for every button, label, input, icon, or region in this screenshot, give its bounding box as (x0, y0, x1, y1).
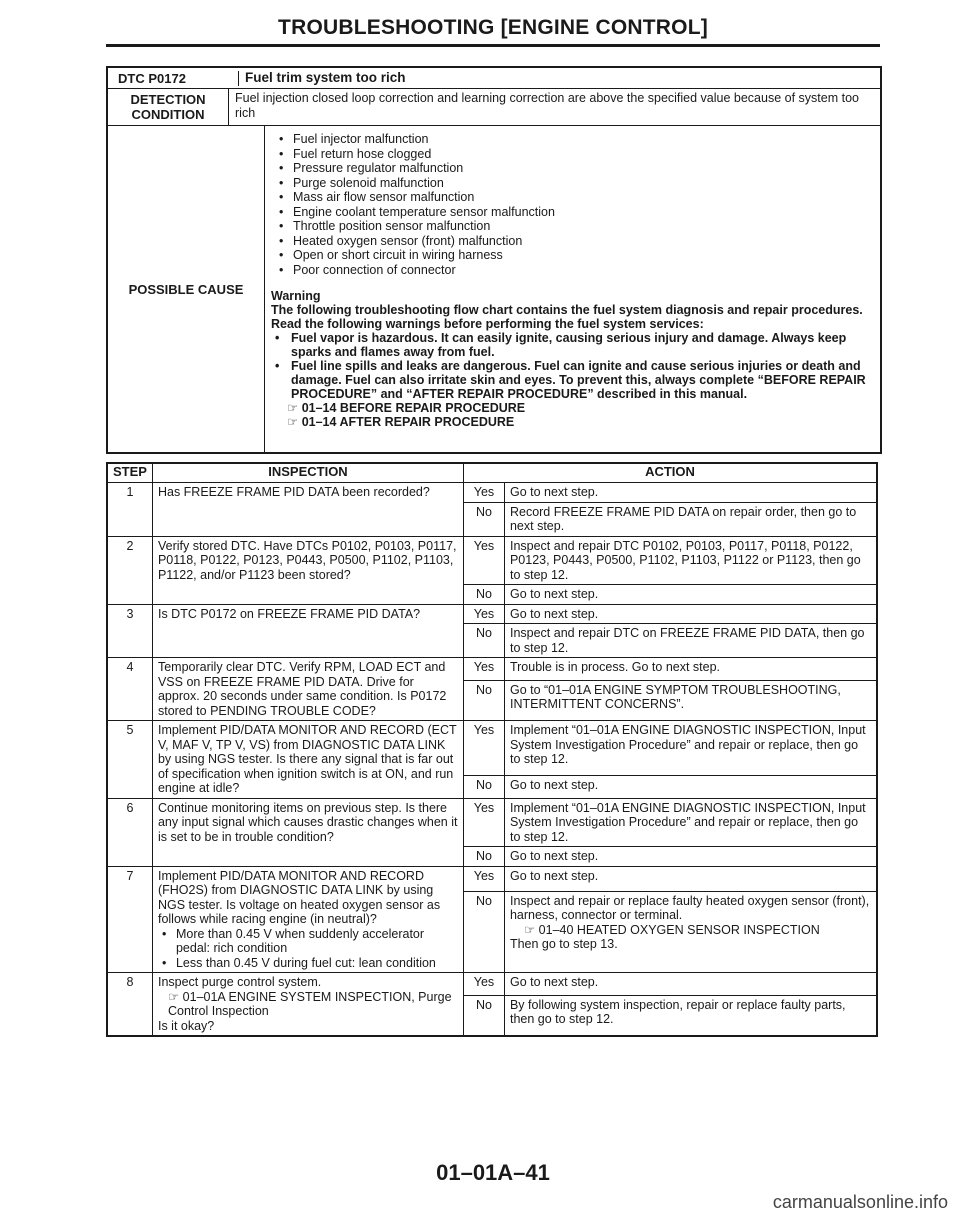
cause-item: • Pressure regulator malfunction (285, 161, 874, 176)
step-number: 3 (107, 604, 152, 658)
step-inspection (152, 973, 463, 1037)
yes-action: Go to next step. (504, 604, 877, 624)
cause-item: • Engine coolant temperature sensor malfunction (285, 205, 874, 220)
no-action-text: Record FREEZE FRAME PID DATA on repair order, then go to next step. (509, 504, 857, 533)
warning-item: • Fuel vapor is hazardous. It can easily ignite, causing serious injury and damage. Always keep sparks and flames away from fuel. (287, 331, 874, 359)
yes-label: Yes (463, 604, 504, 624)
dtc-info-table (106, 66, 882, 454)
header-action: ACTION (463, 463, 877, 483)
reference-arrow-icon: ☞ (287, 415, 299, 429)
no-action-text: Go to “01–01A ENGINE SYMPTOM TROUBLESHOOTING, INTERMITTENT CONCERNS”. (509, 682, 841, 712)
no-action (504, 624, 877, 658)
no-label: No (463, 624, 504, 658)
steps-header-row (107, 463, 877, 483)
step-number: 6 (107, 798, 152, 866)
no-action-text: Go to next step. (509, 849, 599, 863)
table-row (107, 798, 877, 847)
inspection-text: Implement PID/DATA MONITOR AND RECORD (ECT V, MAF V, TP V, VS) from DIAGNOSTIC DATA LINK by using NGS tester. Is there any signal that is far out of specification when ignition switch is at ON, and run engine at idle? (157, 723, 457, 795)
step-number: 2 (107, 536, 152, 604)
inspection-reference[interactable] (158, 990, 458, 1019)
step-number: 8 (107, 973, 152, 1037)
no-label: No (463, 585, 504, 605)
yes-action: Implement “01–01A ENGINE DIAGNOSTIC INSPECTION, Input System Investigation Procedure” and repair or replace, then go to step 12. (504, 798, 877, 847)
table-row (107, 483, 877, 503)
possible-cause-label: POSSIBLE CAUSE (108, 126, 265, 452)
table-row (107, 658, 877, 681)
no-action-text: Inspect and repair DTC on FREEZE FRAME PID DATA, then go to step 12. (509, 626, 865, 655)
page-number: 01–01A–41 (436, 1160, 550, 1185)
no-action (504, 502, 877, 536)
detection-row (108, 89, 880, 126)
warning-item: • Fuel line spills and leaks are dangerous. Fuel can ignite and cause serious injuries or death and damage. Fuel can also irritate skin and eyes. To prevent this, always complete “BEFORE REPAIR PROCEDURE” and “AFTER REPAIR PROCEDURE” described in this manual. (287, 359, 874, 401)
yes-label: Yes (463, 536, 504, 585)
warning-title: Warning (271, 289, 321, 303)
inspection-text: Has FREEZE FRAME PID DATA been recorded? (157, 485, 430, 499)
inspection-text: Is DTC P0172 on FREEZE FRAME PID DATA? (157, 606, 421, 621)
page-title: TROUBLESHOOTING [ENGINE CONTROL] (278, 16, 708, 39)
yes-action: Go to next step. (504, 973, 877, 996)
inspection-text: Verify stored DTC. Have DTCs P0102, P0103, P0117, P0118, P0122, P0123, P0443, P0500, P1102, P1103, P1122, and/or P1123 been stored? (157, 538, 457, 582)
no-label: No (463, 776, 504, 798)
yes-label: Yes (463, 973, 504, 996)
inspection-list (158, 927, 458, 971)
no-action-text: Go to next step. (509, 587, 599, 601)
no-label: No (463, 847, 504, 867)
no-action (504, 891, 877, 972)
step-number: 4 (107, 658, 152, 721)
no-action (504, 680, 877, 720)
yes-label: Yes (463, 866, 504, 891)
no-action (504, 776, 877, 798)
cause-item: • Poor connection of connector (285, 263, 874, 278)
detection-text: Fuel injection closed loop correction and learning correction are above the specified value because of system too rich (235, 91, 859, 120)
no-action (504, 585, 877, 605)
table-row (107, 866, 877, 891)
inspection-text: Temporarily clear DTC. Verify RPM, LOAD ECT and VSS on FREEZE FRAME PID DATA. Drive for approx. 20 seconds under same condition. Is P0172 stored to PENDING TROUBLE CODE? (157, 660, 447, 718)
ref-before[interactable] (271, 401, 874, 415)
yes-label: Yes (463, 721, 504, 776)
ref-before-text: 01–14 BEFORE REPAIR PROCEDURE (301, 401, 526, 415)
no-action (504, 995, 877, 1036)
header-rule (106, 44, 880, 47)
steps-table (106, 462, 878, 1037)
yes-action: Go to next step. (504, 866, 877, 891)
table-row (107, 604, 877, 624)
yes-action: Trouble is in process. Go to next step. (504, 658, 877, 681)
yes-label: Yes (463, 798, 504, 847)
ref-after-text: 01–14 AFTER REPAIR PROCEDURE (301, 415, 515, 429)
warning-list (271, 331, 874, 401)
step-number: 1 (107, 483, 152, 537)
no-action-text: Go to next step. (509, 778, 599, 793)
yes-label: Yes (463, 483, 504, 503)
step-inspection (152, 536, 463, 604)
table-row (107, 721, 877, 776)
table-row (107, 536, 877, 585)
dtc-title: Fuel trim system too rich (245, 69, 406, 85)
dtc-code: DTC P0172 (108, 71, 239, 86)
inspection-text: Inspect purge control system. (157, 975, 322, 989)
cause-item: • Mass air flow sensor malfunction (285, 190, 874, 205)
cause-item: • Open or short circuit in wiring harness (285, 248, 874, 263)
inspection-reference-text: 01–01A ENGINE SYSTEM INSPECTION, Purge Control Inspection (167, 989, 452, 1018)
no-action (504, 847, 877, 867)
reference-arrow-icon: ☞ (523, 922, 536, 937)
cause-item: • Fuel injector malfunction (285, 132, 874, 147)
inspection-question: Is it okay? (157, 1018, 215, 1033)
cause-item: • Fuel return hose clogged (285, 147, 874, 162)
no-action-followup: Then go to step 13. (509, 937, 618, 952)
action-reference-text: 01–40 HEATED OXYGEN SENSOR INSPECTION (538, 922, 820, 937)
yes-action: Go to next step. (504, 483, 877, 503)
inspection-item: • More than 0.45 V when suddenly accelerator pedal: rich condition (168, 927, 458, 956)
watermark: carmanualsonline.info (772, 1192, 948, 1212)
warning-text: The following troubleshooting flow chart contains the fuel system diagnosis and repair procedures. Read the following warnings before performing the fuel system services: (271, 303, 863, 331)
ref-after[interactable] (271, 415, 874, 429)
header-step: STEP (107, 463, 152, 483)
header-inspection: INSPECTION (152, 463, 463, 483)
warning-block (271, 289, 874, 429)
inspection-text: Continue monitoring items on previous step. Is there any input signal which causes drastic changes when it is set to be in trouble condition? (157, 800, 458, 844)
step-inspection (152, 658, 463, 721)
yes-action: Inspect and repair DTC P0102, P0103, P0117, P0118, P0122, P0123, P0443, P0500, P1102, P1103, P1122 or P1123, then go to step 12. (504, 536, 877, 585)
step-number: 5 (107, 721, 152, 799)
dtc-row (108, 68, 880, 89)
reference-arrow-icon: ☞ (287, 401, 299, 415)
step-inspection (152, 604, 463, 658)
step-inspection (152, 798, 463, 866)
action-reference[interactable] (510, 923, 871, 938)
step-inspection (152, 866, 463, 973)
no-label: No (463, 891, 504, 972)
cause-list (271, 132, 874, 277)
detection-label: DETECTION CONDITION (108, 89, 229, 125)
no-action-text: By following system inspection, repair or replace faulty parts, then go to step 12. (509, 997, 846, 1027)
cause-item: • Purge solenoid malfunction (285, 176, 874, 191)
inspection-item: • Less than 0.45 V during fuel cut: lean condition (168, 956, 458, 971)
step-inspection (152, 483, 463, 537)
reference-arrow-icon: ☞ (167, 989, 180, 1004)
possible-cause-content (265, 126, 880, 452)
no-label: No (463, 502, 504, 536)
no-action-text: Inspect and repair or replace faulty heated oxygen sensor (front), harness, connector or terminal. (509, 893, 870, 923)
possible-cause-row (108, 126, 880, 452)
step-number: 7 (107, 866, 152, 973)
cause-item: • Throttle position sensor malfunction (285, 219, 874, 234)
cause-item: • Heated oxygen sensor (front) malfunction (285, 234, 874, 249)
yes-label: Yes (463, 658, 504, 681)
no-label: No (463, 995, 504, 1036)
no-label: No (463, 680, 504, 720)
inspection-text: Implement PID/DATA MONITOR AND RECORD (FHO2S) from DIAGNOSTIC DATA LINK by using NGS tester. Is voltage on heated oxygen sensor as follows while racing engine (in neutral)? (157, 868, 441, 926)
table-row (107, 973, 877, 996)
yes-action: Implement “01–01A ENGINE DIAGNOSTIC INSPECTION, Input System Investigation Procedure” and repair or replace, then go to step 12. (504, 721, 877, 776)
step-inspection (152, 721, 463, 799)
